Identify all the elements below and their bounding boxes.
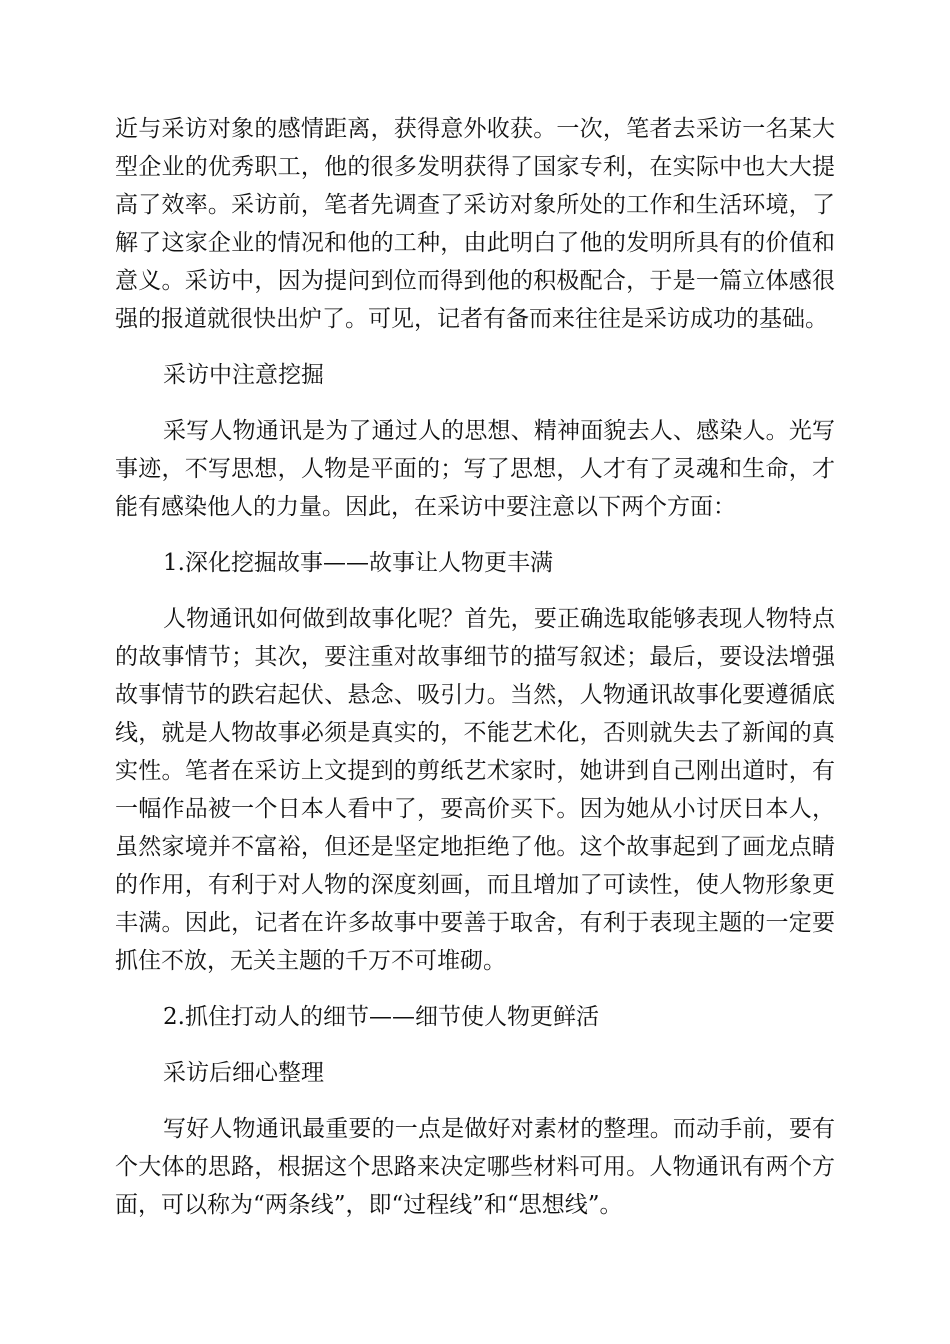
section-heading-interview-digging: 采访中注意挖掘 xyxy=(163,362,324,388)
paragraph-4: 写好人物通讯最重要的一点是做好对素材的整理。而动手前，要有个大体的思路，根据这个思路来决定哪些材料可用。人物通讯有两个方面，可以称为“两条线”，即“过程线”和“思想线”。 xyxy=(115,1116,835,1218)
section-heading-after-interview: 采访后细心整理 xyxy=(163,1060,324,1086)
paragraph-1: 近与采访对象的感情距离，获得意外收获。一次，笔者去采访一名某大型企业的优秀职工，他的很多发明获得了国家专利，在实际中也大大提高了效率。采访前，笔者先调查了采访对象所处的工作和生活环境，了解了这家企业的情况和他的工种，由此明白了他的发明所具有的价值和意义。采访中，因为提问到位而得到他的积极配合，于是一篇立体感很强的报道就很快出炉了。可见，记者有备而来往往是采访成功的基础。 xyxy=(115,116,835,332)
subheading-touching-details: 2.抓住打动人的细节——细节使人物更鲜活 xyxy=(163,1004,599,1030)
paragraph-3: 人物通讯如何做到故事化呢？首先，要正确选取能够表现人物特点的故事情节；其次，要注重对故事细节的描写叙述；最后，要设法增强故事情节的跌宕起伏、悬念、吸引力。当然，人物通讯故事化要遵循底线，就是人物故事必须是真实的，不能艺术化，否则就失去了新闻的真实性。笔者在采访上文提到的剪纸艺术家时，她讲到自己刚出道时，有一幅作品被一个日本人看中了，要高价买下。因为她从小讨厌日本人，虽然家境并不富裕，但还是坚定地拒绝了他。这个故事起到了画龙点睛的作用，有利于对人物的深度刻画，而且增加了可读性，使人物形象更丰满。因此，记者在许多故事中要善于取舍，有利于表现主题的一定要抓住不放，无关主题的千万不可堆砌。 xyxy=(115,606,835,974)
document-body xyxy=(115,110,835,1242)
paragraph-2: 采写人物通讯是为了通过人的思想、精神面貌去人、感染人。光写事迹，不写思想，人物是平面的；写了思想，人才有了灵魂和生命，才能有感染他人的力量。因此，在采访中要注意以下两个方面： xyxy=(115,418,835,520)
subheading-deepen-story: 1.深化挖掘故事——故事让人物更丰满 xyxy=(163,550,553,576)
